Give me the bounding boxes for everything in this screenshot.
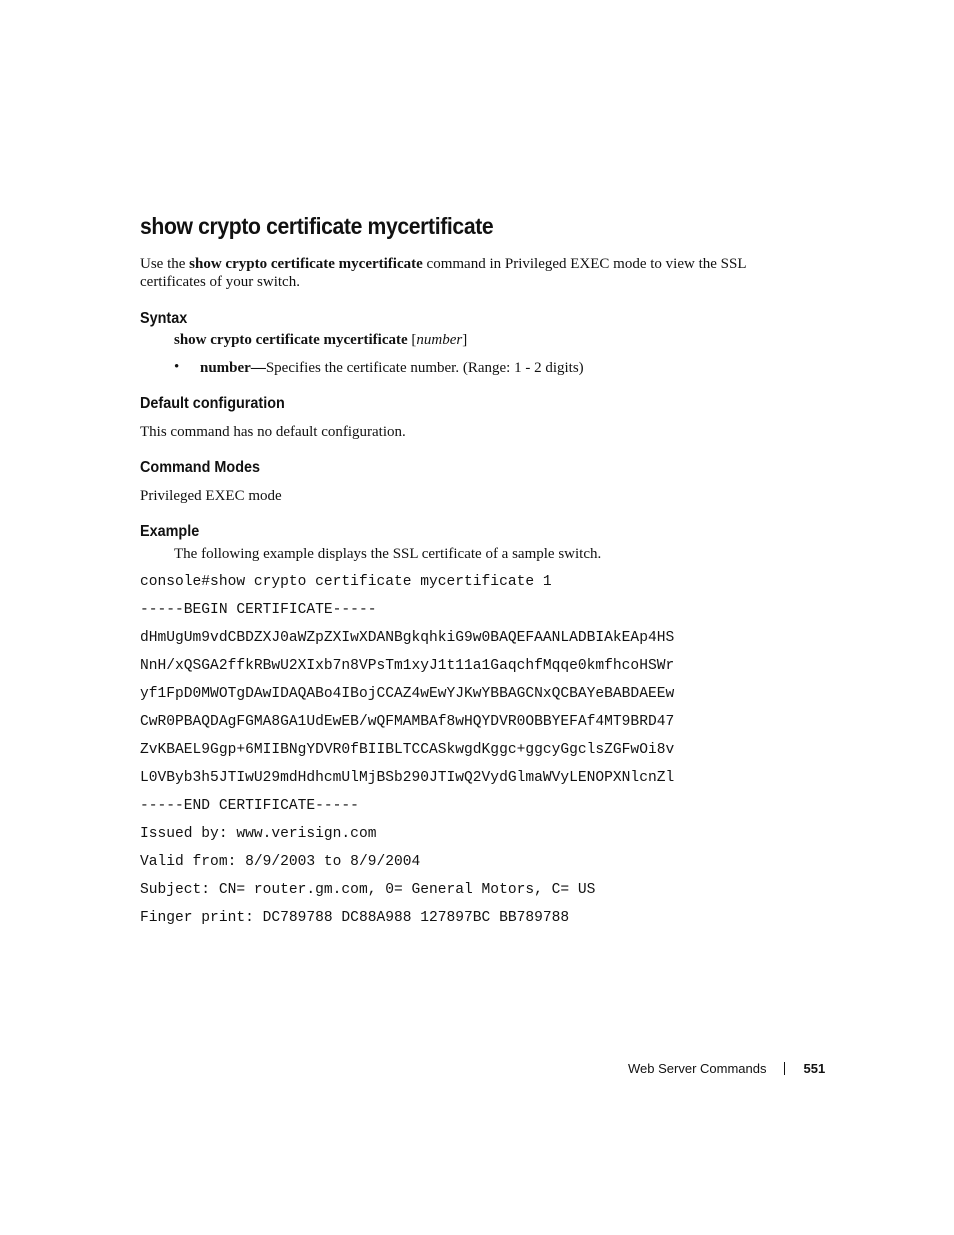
footer-page-number: 551 <box>803 1061 826 1076</box>
intro-line2: certificates of your switch. <box>140 274 300 290</box>
bullet-term: number— <box>200 360 266 376</box>
code-line: -----BEGIN CERTIFICATE----- <box>140 602 377 618</box>
syntax-open-bracket: [ <box>407 332 417 348</box>
code-line: L0VByb3h5JTIwU29mdHdhcmUlMjBSb290JTIwQ2VydGlmaWVyLENOPXNlcnZl <box>140 770 675 786</box>
code-line: -----END CERTIFICATE----- <box>140 798 359 814</box>
code-line: NnH/xQSGA2ffkRBwU2XIxb7n8VPsTm1xyJ1t11a1GaqchfMqqe0kmfhcoHSWr <box>140 658 675 674</box>
code-line: Issued by: www.verisign.com <box>140 826 377 842</box>
code-line: yf1FpD0MWOTgDAwIDAQABo4IBojCCAZ4wEwYJKwYBBAGCNxQCBAYeBABDAEEw <box>140 686 675 702</box>
syntax-param: number <box>416 332 463 348</box>
syntax-param-description <box>200 359 584 377</box>
command-modes-heading: Command Modes <box>140 459 261 476</box>
code-line: ZvKBAEL9Ggp+6MIIBNgYDVR0fBIIBLTCCASkwgdKggc+ggcyGgclsZGFwOi8v <box>140 742 675 758</box>
intro-prefix: Use the <box>140 256 190 272</box>
code-line: Valid from: 8/9/2003 to 8/9/2004 <box>140 854 421 870</box>
default-config-heading: Default configuration <box>140 395 285 412</box>
code-line: CwR0PBAQDAgFGMA8GA1UdEwEB/wQFMAMBAf8wHQYDVR0OBBYEFAf4MT9BRD47 <box>140 714 675 730</box>
page-title: show crypto certificate mycertificate <box>140 213 494 239</box>
code-line: dHmUgUm9vdCBDZXJ0aWZpZXIwXDANBgkqhkiG9w0BAQEFAANLADBIAkEAp4HS <box>140 630 675 646</box>
example-text: The following example displays the SSL certificate of a sample switch. <box>174 546 602 562</box>
bullet-desc: Specifies the certificate number. (Range: 1 - 2 digits) <box>265 360 584 376</box>
bullet-dot: • <box>174 359 180 375</box>
page-footer <box>628 1061 825 1076</box>
intro-paragraph <box>140 255 780 291</box>
footer-section-title: Web Server Commands <box>628 1061 767 1076</box>
code-line: Subject: CN= router.gm.com, 0= General Motors, C= US <box>140 882 596 898</box>
code-line: Finger print: DC789788 DC88A988 127897BC BB789788 <box>140 910 570 926</box>
footer-separator <box>784 1062 785 1075</box>
syntax-line <box>174 331 467 349</box>
syntax-heading: Syntax <box>140 310 188 327</box>
syntax-close-bracket: ] <box>462 332 468 348</box>
intro-suffix: command in Privileged EXEC mode to view the SSL <box>422 256 747 272</box>
example-code-block <box>140 572 674 936</box>
syntax-command: show crypto certificate mycertificate <box>174 332 408 348</box>
default-config-text: This command has no default configuration. <box>140 424 406 440</box>
command-modes-text: Privileged EXEC mode <box>140 488 282 504</box>
example-heading: Example <box>140 523 200 540</box>
intro-command: show crypto certificate mycertificate <box>189 256 423 272</box>
code-line: console#show crypto certificate mycertificate 1 <box>140 574 552 590</box>
